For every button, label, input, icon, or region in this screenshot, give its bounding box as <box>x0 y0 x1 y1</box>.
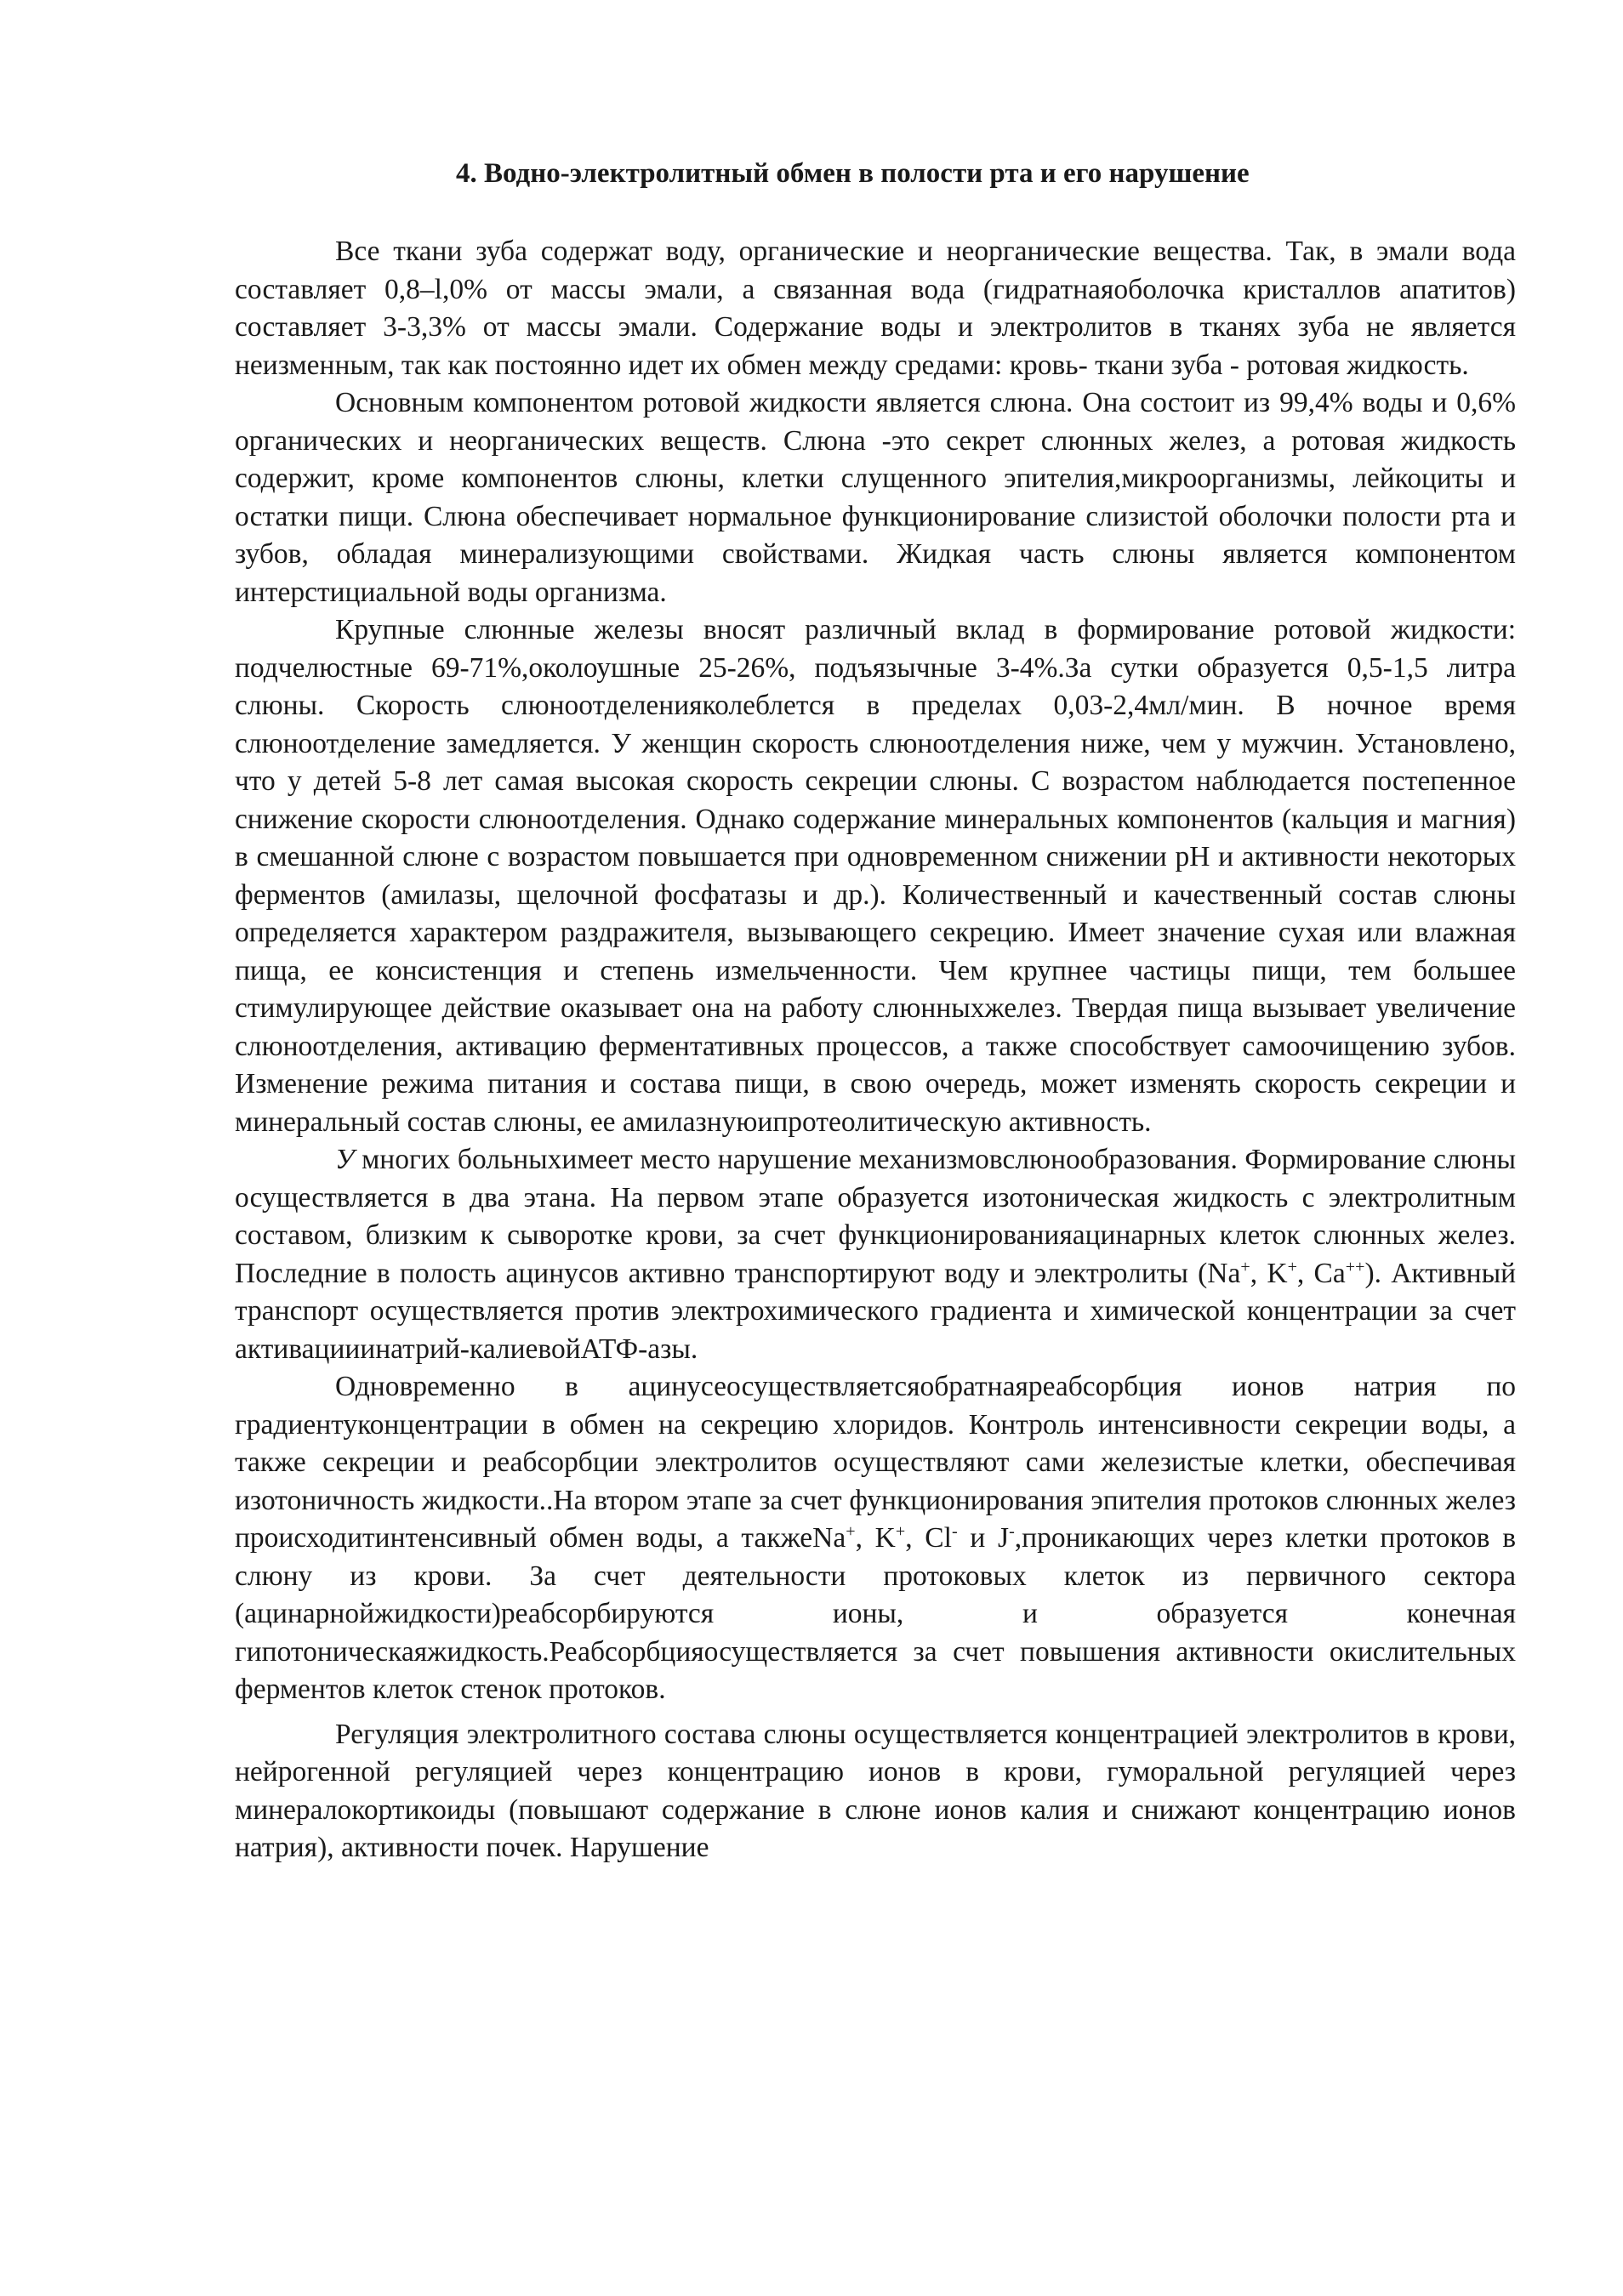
paragraph-5-text-c: , Cl <box>905 1522 952 1554</box>
superscript-charge: + <box>1287 1257 1297 1276</box>
paragraph-1: Все ткани зуба содержат воду, органические и неорганические вещества. Так, в эмали вода составляет 0,8–l,0% от массы эмали, а связанная вода (гидратнаяоболочка кристаллов апатитов) составляет 3-3,3% от массы эмали. Содержание воды и электролитов в тканях зуба не является неизменным, так как постоянно идет их обмен между средами: кровь- ткани зуба - ротовая жидкость. <box>235 236 1516 381</box>
document-page <box>235 155 1516 1867</box>
paragraph-5-text-b: , K <box>855 1522 896 1554</box>
paragraph-5-text-d: и J <box>957 1522 1010 1554</box>
superscript-charge: - <box>951 1521 958 1541</box>
paragraph-5-text-e: ,проникающих через клетки протоков в слюну из крови. За счет деятельности протоковых клеток из первичного сектора (ацинарнойжидкости)реабсорбируются ионы, и образуется конечная гипотоническаяжидкость.Реабсорбцияосуществляется за счет повышения активности окислительных ферментов клеток стенок протоков. <box>235 1522 1517 1705</box>
paragraph-4-text-d: ). Активный транспорт осуществляется против электрохимического градиента и химической концентрации за счет активацииинатрий-калиевойАТФ-азы. <box>235 1257 1517 1365</box>
superscript-charge: + <box>895 1521 906 1541</box>
superscript-charge: - <box>1009 1521 1015 1541</box>
superscript-charge: ++ <box>1345 1257 1365 1276</box>
superscript-charge: + <box>1240 1257 1250 1276</box>
section-heading: 4. Водно-электролитный обмен в полости рта и его нарушение <box>456 158 1250 189</box>
paragraph-3: Крупные слюнные железы вносят различный вклад в формирование ротовой жидкости: подчелюстные 69-71%,околоушные 25-26%, подъязычные 3-4%.За сутки образуется 0,5-1,5 литра слюны. Скорость слюноотделенияколеблется в пределах 0,03-2,4мл/мин. В ночное время слюноотделение замедляется. У женщин скорость слюноотделения ниже, чем у мужчин. Установлено, что у детей 5-8 лет самая высокая скорость секреции слюны. С возрастом наблюдается постепенное снижение скорости слюноотделения. Однако содержание минеральных компонентов (кальция и магния) в смешанной слюне с возрастом повышается при одновременном снижении pH и активности некоторых ферментов (амилазы, щелочной фосфатазы и др.). Количественный и качественный состав слюны определяется характером раздражителя, вызывающего секрецию. Имеет значение сухая или влажная пища, ее консистенция и степень измельченности. Чем крупнее частицы пищи, тем большее стимулирующее действие оказывает она на работу слюнныхжелез. Твердая пища вызывает увеличение слюноотделения, активацию ферментативных процессов, а также способствует самоочищению зубов. Изменение режима питания и состава пищи, в свою очередь, может изменять скорость секреции и минеральный состав слюны, ее амилазнуюипротеолитическую активность. <box>235 614 1516 1138</box>
paragraph-4-text-a: многих больныхимеет место нарушение механизмовслюнообразования. Формирование слюны осуществляется в два этана. На первом этапе образуется изотоническая жидкость с электролитным составом, близким к сыворотке крови, за счет функционированияацинарных клеток слюнных желез. Последние в полость ацинусов активно транспортируют воду и электролиты (Na <box>235 1144 1516 1289</box>
superscript-charge: + <box>846 1521 856 1541</box>
paragraph-5-text-a: Одновременно в ацинусеосуществляетсяобратнаяреабсорбция ионов натрия по градиентуконцентрации в обмен на секрецию хлоридов. Контроль интенсивности секреции воды, а также секреции и реабсорбции электролитов осуществляют сами железистые клетки, обеспечивая изотоничность жидкости..На втором этапе за счет функционирования эпителия протоков слюнных желез происходитинтенсивный обмен воды, а такжеNa <box>235 1371 1516 1554</box>
paragraph-4-text-c: , Ca <box>1296 1257 1346 1289</box>
paragraph-4 <box>235 1141 1516 1368</box>
paragraph-4-text-b: , K <box>1250 1257 1288 1289</box>
paragraph-2: Основным компонентом ротовой жидкости является слюна. Она состоит из 99,4% воды и 0,6% органических и неорганических веществ. Слюна -это секрет слюнных желез, а ротовая жидкость содержит, кроме компонентов слюны, клетки слущенного эпителия,микроорганизмы, лейкоциты и остатки пищи. Слюна обеспечивает нормальное функционирование слизистой оболочки полости рта и зубов, обладая минерализующими свойствами. Жидкая часть слюны является компонентом интерстициальной воды организма. <box>235 387 1516 608</box>
paragraph-5 <box>235 1368 1516 1709</box>
paragraph-6: Регуляция электролитного состава слюны осуществляется концентрацией электролитов в крови, нейрогенной регуляцией через концентрацию ионов в крови, гуморальной регуляцией через минералокортикоиды (повышают содержание в слюне ионов калия и снижают концентрацию ионов натрия), активности почек. Нарушение <box>235 1718 1516 1863</box>
italic-lead-letter: У <box>335 1144 355 1175</box>
